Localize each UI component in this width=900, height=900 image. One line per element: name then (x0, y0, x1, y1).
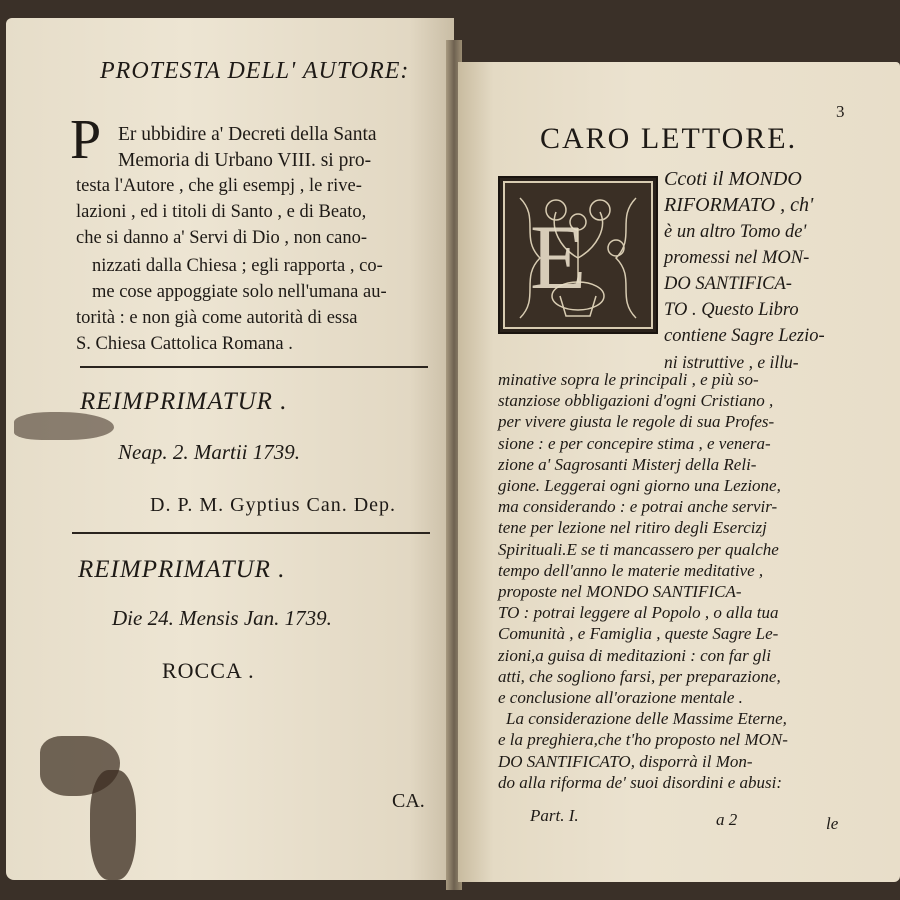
protest-line: che si danno a' Servi di Dio , non cano- (76, 228, 368, 248)
protest-line: Memoria di Urbano VIII. si pro- (118, 150, 372, 171)
drop-cap-letter: P (70, 109, 102, 171)
text-line: TO : potrai leggere al Popolo , o alla tua (498, 603, 779, 623)
censor-name-line: D. P. M. Gyptius Can. Dep. (150, 494, 397, 516)
divider-rule (80, 366, 428, 368)
text-line: DO SANTIFICA- (664, 274, 792, 294)
protest-line: testa l'Autore , che gli esempj , le rive- (76, 176, 362, 196)
floral-vase-icon (500, 178, 656, 332)
text-line: stanziose obbligazioni d'ogni Cristiano , (498, 391, 774, 411)
protest-line: me cose appoggiate solo nell'umana au- (92, 282, 387, 302)
text-line: proposte nel MONDO SANTIFICA- (498, 582, 742, 601)
text-line: ma considerando : e potrai anche servir- (498, 497, 778, 517)
text-line: per vivere giusta le regole di sua Profes- (498, 412, 775, 432)
text-line: ni istruttive , e illu- (664, 352, 799, 372)
page-damage (14, 412, 114, 440)
text-line: TO . Questo Libro (664, 300, 799, 320)
text-line: Ccoti il MONDO (664, 168, 802, 190)
protest-line: torità : e non già come autorità di essa (76, 308, 358, 328)
text-line: sione : e per concepire stima , e venera- (498, 433, 771, 453)
text-line: contiene Sagre Lezio- (664, 326, 825, 346)
text-line: gione. Leggerai ogni giorno una Lezione, (498, 476, 781, 495)
text-line: Spirituali.E se ti mancassero per qualche (498, 539, 779, 559)
text-line: e conclusione all'orazione mentale . (498, 688, 743, 707)
text-line: minative sopra le principali , e più so- (498, 370, 759, 389)
reimprimatur-heading: REIMPRIMATUR . (78, 556, 286, 583)
page-number: 3 (836, 102, 845, 121)
protest-title: PROTESTA DELL' AUTORE: (100, 58, 410, 84)
text-line: tempo dell'anno le materie meditative , (498, 560, 764, 580)
page-damage (90, 770, 136, 880)
text-line: zioni,a guisa di meditazioni : con far gli (498, 645, 771, 665)
protest-line: nizzati dalla Chiesa ; egli rapporta , co- (92, 256, 383, 276)
protest-line: S. Chiesa Cattolica Romana . (76, 334, 293, 354)
text-line: è un altro Tomo de' (664, 222, 807, 242)
approval-date-line: Die 24. Mensis Jan. 1739. (112, 606, 332, 630)
text-line: DO SANTIFICATO, disporrà il Mon- (498, 751, 753, 771)
reimprimatur-heading: REIMPRIMATUR . (80, 388, 288, 415)
divider-rule (72, 532, 430, 534)
text-line: La considerazione delle Massime Eterne, (506, 709, 787, 729)
page-title: CARO LETTORE. (540, 122, 798, 155)
signature-mark: a 2 (716, 810, 738, 829)
ornament-letter: E (530, 206, 587, 308)
text-line: e la preghiera,che t'ho proposto nel MON- (498, 730, 788, 750)
catchword: CA. (392, 790, 425, 812)
text-line: zione a' Sagrosanti Misterj della Reli- (498, 454, 757, 474)
ornamental-initial-E (498, 176, 658, 334)
approver-name: ROCCA . (162, 658, 255, 683)
text-line: tene per lezione nel ritiro degli Esercizj (498, 518, 767, 538)
part-label: Part. I. (530, 806, 579, 825)
text-line: do alla riforma de' suoi disordini e abusi: (498, 772, 782, 792)
catchword-right: le (826, 814, 839, 833)
text-line: Comunità , e Famiglia , queste Sagre Le- (498, 624, 779, 644)
protest-line: lazioni , ed i titoli di Santo , e di Beato, (76, 202, 367, 222)
text-line: RIFORMATO , ch' (664, 194, 814, 216)
text-line: atti, che sogliono farsi, per preparazione, (498, 666, 781, 686)
protest-line: Er ubbidire a' Decreti della Santa (118, 124, 377, 145)
approval-date-line: Neap. 2. Martii 1739. (118, 440, 300, 464)
text-line: promessi nel MON- (664, 248, 810, 268)
